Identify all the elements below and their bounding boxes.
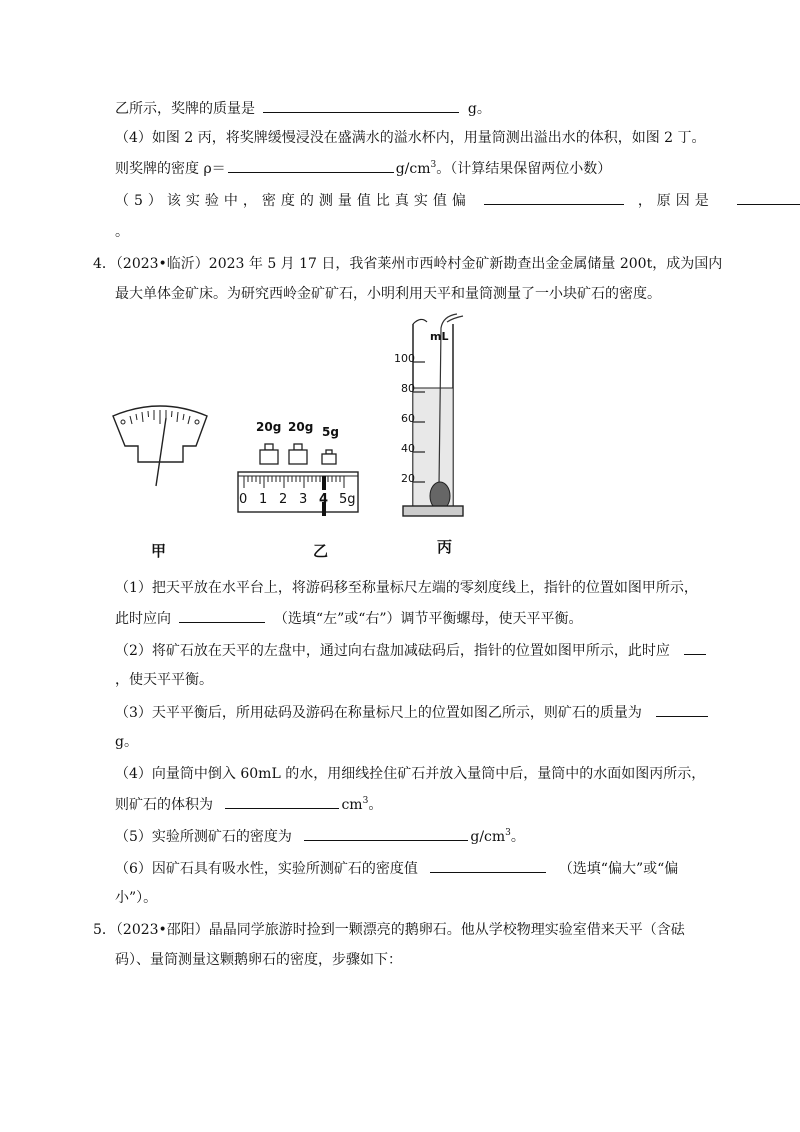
cylinder-tick-100: 100 bbox=[394, 352, 415, 365]
q4-s4-unit: cm bbox=[341, 797, 363, 813]
ruler-tick-1: 1 bbox=[259, 492, 268, 507]
q3-density-unit: g/cm bbox=[395, 161, 431, 177]
q3-step5-blank2[interactable] bbox=[737, 190, 800, 205]
q4-s1-line2 bbox=[115, 608, 583, 629]
q4-s6-line2: 小”）。 bbox=[115, 890, 158, 906]
q4-s5-text: （5）实验所测矿石的密度为 bbox=[115, 829, 292, 845]
q4-s1-line1: （1）把天平放在水平台上，将游码移至称量标尺左端的零刻度线上，指针的位置如图甲所示， bbox=[115, 580, 698, 596]
q4-s5-period: 。 bbox=[510, 829, 525, 845]
q4-s2-blank[interactable] bbox=[684, 640, 706, 655]
ruler-tick-4: 4 bbox=[319, 492, 329, 507]
q3-step5-blank1[interactable] bbox=[484, 190, 624, 205]
ruler-tick-5g: 5g bbox=[339, 492, 356, 507]
q4-s4-exp: 3 bbox=[362, 796, 369, 806]
q3-step5-reason-text: ，原因是 bbox=[637, 193, 714, 209]
weight-20g-a bbox=[260, 444, 278, 464]
q3-density-exp: 3 bbox=[430, 160, 437, 170]
q4-s2-line1 bbox=[115, 640, 706, 661]
q4-s1-hint: （选填“左”或“右”）调节平衡螺母，使天平平衡。 bbox=[273, 611, 583, 627]
q4-s5-unit: g/cm bbox=[470, 829, 506, 845]
q3-density-text: 则奖牌的密度 ρ＝ bbox=[115, 161, 226, 177]
q4-s4-blank[interactable] bbox=[225, 794, 339, 809]
q4-intro-line1: 4．（2023•临沂）2023 年 5 月 17 日，我省莱州市西岭村金矿新勘查出金金属储量 200t，成为国内 bbox=[93, 256, 723, 272]
figure-label-yi: 乙 bbox=[313, 542, 329, 560]
q5-line1: 5．（2023•邵阳）晶晶同学旅游时捡到一颗漂亮的鹅卵石。他从学校物理实验室借来天平（含砝 bbox=[93, 922, 685, 938]
q3-step5-line bbox=[115, 190, 800, 211]
weight-5g-label: 5g bbox=[322, 425, 339, 439]
q4-s2-line2: ，使天平平衡。 bbox=[115, 672, 213, 688]
q4-s6-text: （6）因矿石具有吸水性，实验所测矿石的密度值 bbox=[115, 861, 418, 877]
q4-s5-exp: 3 bbox=[505, 828, 511, 838]
q3-step4-text: （4）如图 2 丙，将奖牌缓慢浸没在盛满水的溢水杯内，用量筒测出溢出水的体积，如图 2 丁。 bbox=[115, 130, 706, 146]
ruler-tick-0: 0 bbox=[239, 492, 248, 507]
q4-s5-line bbox=[115, 826, 525, 847]
q4-s3-line2: g。 bbox=[115, 734, 138, 750]
q4-s6-blank[interactable] bbox=[430, 858, 546, 873]
q3-density-note: 。（计算结果保留两位小数） bbox=[436, 161, 612, 177]
cylinder-tick-40: 40 bbox=[401, 442, 415, 455]
q4-s3-text: （3）天平平衡后，所用砝码及游码在称量标尺上的位置如图乙所示，则矿石的质量为 bbox=[115, 705, 642, 721]
q3-density-blank[interactable] bbox=[228, 158, 394, 173]
cylinder-unit-label: mL bbox=[430, 330, 449, 343]
q5-line2: 码）、量筒测量这颗鹅卵石的密度，步骤如下： bbox=[115, 952, 402, 968]
cylinder-tick-20: 20 bbox=[401, 472, 415, 485]
q4-s1-text: 此时应向 bbox=[115, 611, 171, 627]
figure-label-bing: 丙 bbox=[437, 538, 453, 556]
q4-s4-text: 则矿石的体积为 bbox=[115, 797, 213, 813]
q4-s3-blank[interactable] bbox=[656, 702, 708, 717]
q3-mass-text: 乙所示，奖牌的质量是 bbox=[115, 101, 255, 117]
ruler-tick-2: 2 bbox=[279, 492, 288, 507]
q4-s3-line1 bbox=[115, 702, 708, 723]
figure-jia-dial bbox=[108, 402, 213, 488]
q4-s4-line1: （4）向量筒中倒入 60mL 的水，用细线拴住矿石并放入量筒中后，量筒中的水面如图丙所示， bbox=[115, 766, 706, 782]
weight-20g-b bbox=[289, 444, 307, 464]
cylinder-tick-80: 80 bbox=[401, 382, 415, 395]
weight-20g-b-label: 20g bbox=[288, 420, 314, 434]
figure-yi-weights-ruler bbox=[236, 440, 360, 522]
slider-rider bbox=[322, 476, 326, 490]
q3-period: 。 bbox=[115, 224, 129, 240]
q4-s4-line2 bbox=[115, 794, 382, 815]
q4-s5-blank[interactable] bbox=[304, 826, 468, 841]
q3-step5-text: （5）该实验中，密度的测量值比真实值偏 bbox=[115, 193, 471, 209]
q3-density-line bbox=[115, 158, 611, 179]
cylinder-tick-60: 60 bbox=[401, 412, 415, 425]
cylinder-base bbox=[403, 506, 463, 516]
q3-mass-line bbox=[115, 98, 491, 119]
q4-s1-blank[interactable] bbox=[179, 608, 265, 623]
figure-label-jia: 甲 bbox=[151, 542, 167, 560]
q4-s2-text: （2）将矿石放在天平的左盘中，通过向右盘加减砝码后，指针的位置如图甲所示，此时应 bbox=[115, 643, 670, 659]
q4-s6-line1 bbox=[115, 858, 678, 879]
q4-s6-hint: （选填“偏大”或“偏 bbox=[558, 861, 679, 877]
weight-5g bbox=[322, 450, 336, 464]
q3-mass-unit: g。 bbox=[467, 101, 491, 117]
q3-mass-blank[interactable] bbox=[263, 98, 459, 113]
weight-20g-a-label: 20g bbox=[256, 420, 282, 434]
q4-intro-line2: 最大单体金矿床。为研究西岭金矿矿石，小明利用天平和量筒测量了一小块矿石的密度。 bbox=[115, 286, 661, 302]
q4-s4-period: 。 bbox=[368, 797, 383, 813]
ruler-tick-3: 3 bbox=[299, 492, 308, 507]
